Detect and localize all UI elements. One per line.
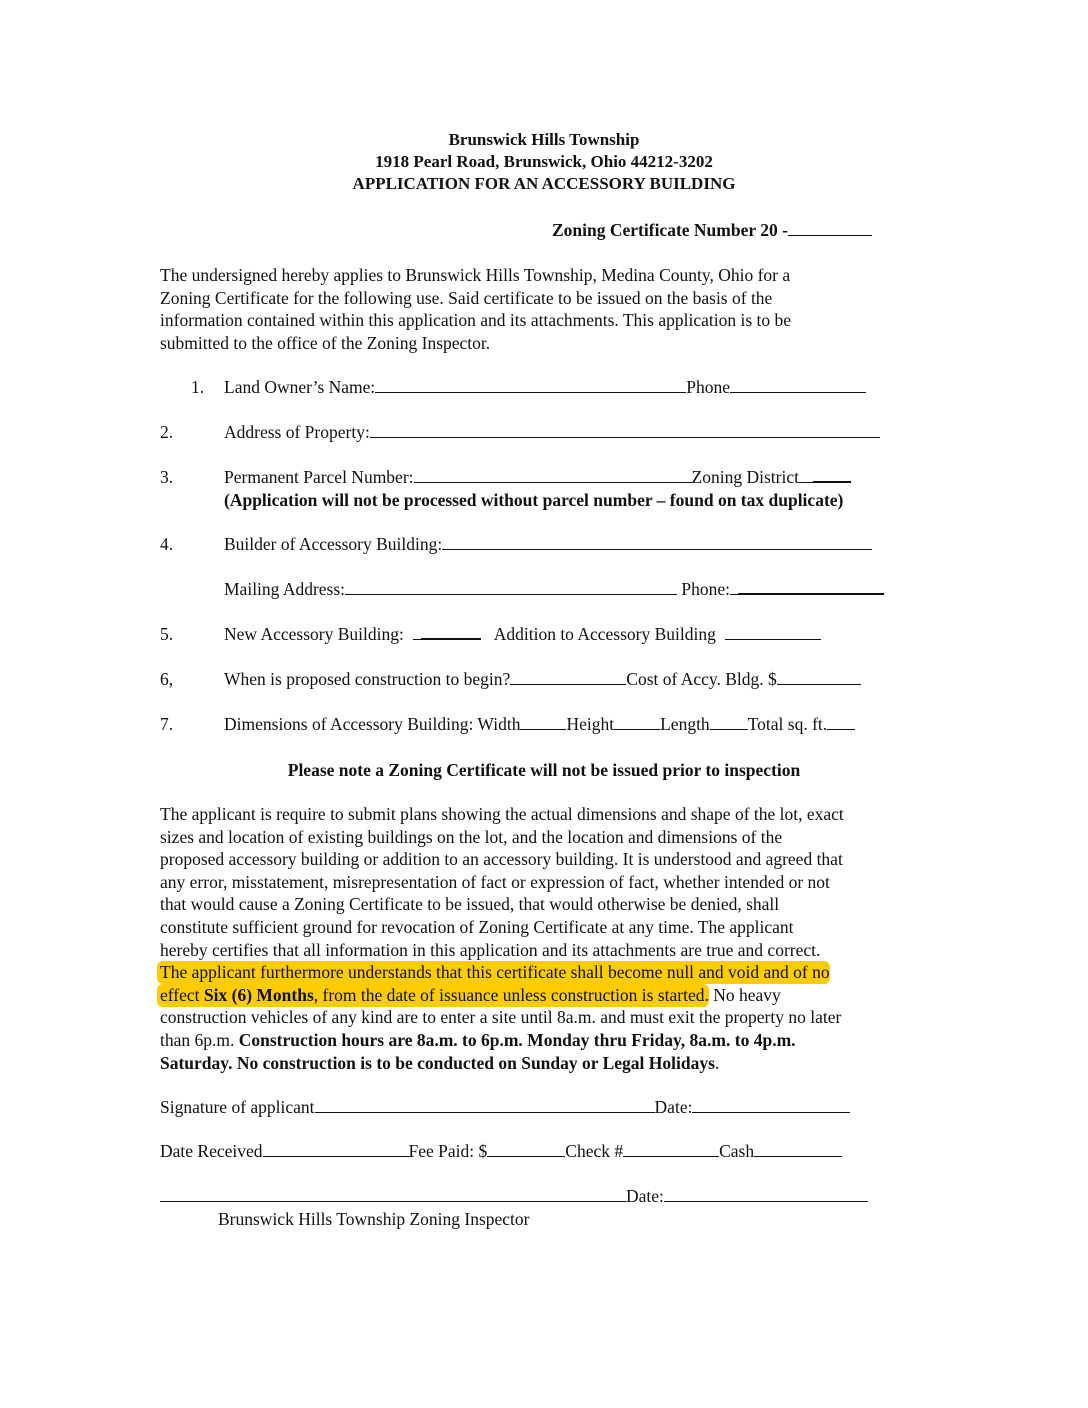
certificate-number-label: Zoning Certificate Number 20 -	[552, 220, 788, 240]
certificate-number-field[interactable]	[788, 220, 872, 236]
terms-text: .	[714, 1052, 720, 1073]
check-label: Check #	[565, 1141, 624, 1161]
signature-row	[160, 1096, 850, 1118]
terms-text: effect	[160, 984, 204, 1005]
fee-paid-field[interactable]	[487, 1141, 565, 1157]
item-number: 1.	[191, 377, 205, 397]
land-owner-phone-field[interactable]	[730, 377, 866, 393]
terms-paragraph	[160, 803, 940, 1074]
new-building-underline	[413, 624, 421, 640]
certificate-number	[552, 219, 872, 241]
item-number: 3.	[160, 467, 174, 487]
terms-line: sizes and location of existing buildings on the lot, and the location and dimensions of the	[160, 826, 783, 847]
construction-hours: Construction hours are 8a.m. to 6p.m. Monday thru Friday, 8a.m. to 4p.m.	[238, 1029, 796, 1050]
zoning-district-field[interactable]	[813, 466, 851, 483]
mailing-address-field[interactable]	[345, 579, 677, 595]
date-received-label: Date Received	[160, 1141, 263, 1161]
header-title: APPLICATION FOR AN ACCESSORY BUILDING	[352, 174, 736, 193]
office-use-row	[160, 1140, 842, 1162]
property-address-field[interactable]	[370, 422, 880, 438]
builder-phone-field[interactable]	[738, 578, 884, 595]
addition-label: Addition to Accessory Building	[493, 624, 716, 644]
width-label: Dimensions of Accessory Building: Width	[224, 714, 521, 734]
cost-label: Cost of Accy. Bldg. $	[626, 669, 777, 689]
intro-line: Zoning Certificate for the following use. Said certificate to be issued on the basis of the	[160, 287, 773, 308]
fee-paid-label: Fee Paid: $	[408, 1141, 488, 1161]
highlight-six-months	[157, 984, 709, 1007]
highlight-null-void: The applicant furthermore understands that this certificate shall become null and void and of no	[157, 961, 830, 984]
intro-paragraph	[160, 264, 940, 354]
cash-field[interactable]	[754, 1141, 842, 1157]
cost-field[interactable]	[777, 669, 861, 685]
cash-label: Cash	[719, 1141, 755, 1161]
terms-line: The applicant is require to submit plans showing the actual dimensions and shape of the lot, exact	[160, 804, 844, 824]
check-field[interactable]	[623, 1141, 719, 1157]
inspector-date-label: Date:	[626, 1186, 664, 1206]
builder-mailing-row	[224, 578, 884, 600]
item-number: 4.	[160, 534, 174, 554]
item-number: 6,	[160, 669, 174, 689]
new-building-field[interactable]	[421, 623, 481, 640]
terms-line: any error, misstatement, misrepresentation of fact or expression of fact, whether intended or not	[160, 871, 830, 892]
property-address-label: Address of Property:	[224, 422, 370, 442]
builder-label: Builder of Accessory Building:	[224, 534, 443, 554]
terms-line	[160, 1029, 940, 1052]
builder-phone-label: Phone:	[681, 579, 731, 599]
height-field[interactable]	[614, 714, 660, 730]
addition-field[interactable]	[725, 624, 821, 640]
signature-field[interactable]	[315, 1097, 655, 1113]
total-sqft-label: Total sq. ft.	[747, 714, 828, 734]
land-owner-label: Land Owner’s Name:	[224, 377, 376, 397]
terms-line: proposed accessory building or addition to an accessory building. It is understood and agreed that	[160, 849, 843, 870]
builder-phone-underline	[730, 579, 738, 595]
terms-line-highlighted	[160, 984, 940, 1007]
intro-line: information contained within this application and its attachments. This application is to be	[160, 310, 792, 331]
terms-line: construction vehicles of any kind are to enter a site until 8a.m. and must exit the property no later	[160, 1007, 842, 1028]
zoning-district-underline	[799, 467, 813, 483]
inspector-signature-field[interactable]	[160, 1186, 626, 1202]
inspector-row	[160, 1185, 868, 1207]
builder-field[interactable]	[442, 534, 872, 550]
parcel-number-field[interactable]	[414, 467, 692, 483]
terms-text: , from the date of issuance unless construction is started.	[313, 984, 709, 1005]
terms-line: constitute sufficient ground for revocation of Zoning Certificate at any time. The applicant	[160, 916, 794, 937]
height-label: Height	[566, 714, 615, 734]
header-org: Brunswick Hills Township	[448, 130, 640, 149]
item-number: 7.	[160, 714, 174, 734]
item-number: 5.	[160, 624, 174, 644]
signature-date-field[interactable]	[692, 1097, 850, 1113]
signature-date-label: Date:	[654, 1097, 693, 1117]
inspector-date-field[interactable]	[664, 1186, 868, 1202]
mailing-address-label: Mailing Address:	[224, 579, 346, 599]
terms-text: than 6p.m.	[160, 1029, 239, 1050]
signature-label: Signature of applicant	[160, 1097, 315, 1117]
construction-start-field[interactable]	[510, 669, 626, 685]
parcel-number-note: (Application will not be processed without parcel number – found on tax duplicate)	[224, 490, 844, 510]
new-building-label: New Accessory Building:	[224, 624, 404, 644]
total-sqft-field[interactable]	[827, 714, 855, 730]
zoning-district-label: Zoning District	[691, 467, 799, 487]
parcel-number-label: Permanent Parcel Number:	[224, 467, 414, 487]
terms-line: that would cause a Zoning Certificate to be issued, that would otherwise be denied, shall	[160, 894, 780, 915]
terms-text: No heavy	[708, 984, 781, 1005]
terms-line-highlighted	[160, 961, 940, 984]
item-number: 2.	[160, 422, 174, 442]
inspector-label: Brunswick Hills Township Zoning Inspector	[218, 1209, 530, 1229]
inspection-notice: Please note a Zoning Certificate will not be issued prior to inspection	[287, 760, 801, 780]
intro-line: submitted to the office of the Zoning Inspector.	[160, 332, 491, 353]
no-construction-days: Saturday. No construction is to be conducted on Sunday or Legal Holidays	[160, 1052, 715, 1073]
intro-line: The undersigned hereby applies to Brunswick Hills Township, Medina County, Ohio for a	[160, 265, 791, 285]
six-months-emphasis: Six (6) Months	[203, 984, 314, 1005]
terms-line	[160, 1052, 940, 1075]
width-field[interactable]	[520, 714, 566, 730]
land-owner-name-field[interactable]	[375, 377, 686, 393]
date-received-field[interactable]	[263, 1141, 409, 1157]
phone-label: Phone	[686, 377, 731, 397]
length-field[interactable]	[710, 714, 748, 730]
terms-line: hereby certifies that all information in this application and its attachments are true and correct.	[160, 939, 821, 960]
construction-start-label: When is proposed construction to begin?	[224, 669, 511, 689]
length-label: Length	[660, 714, 710, 734]
header-address: 1918 Pearl Road, Brunswick, Ohio 44212-3202	[375, 152, 713, 171]
